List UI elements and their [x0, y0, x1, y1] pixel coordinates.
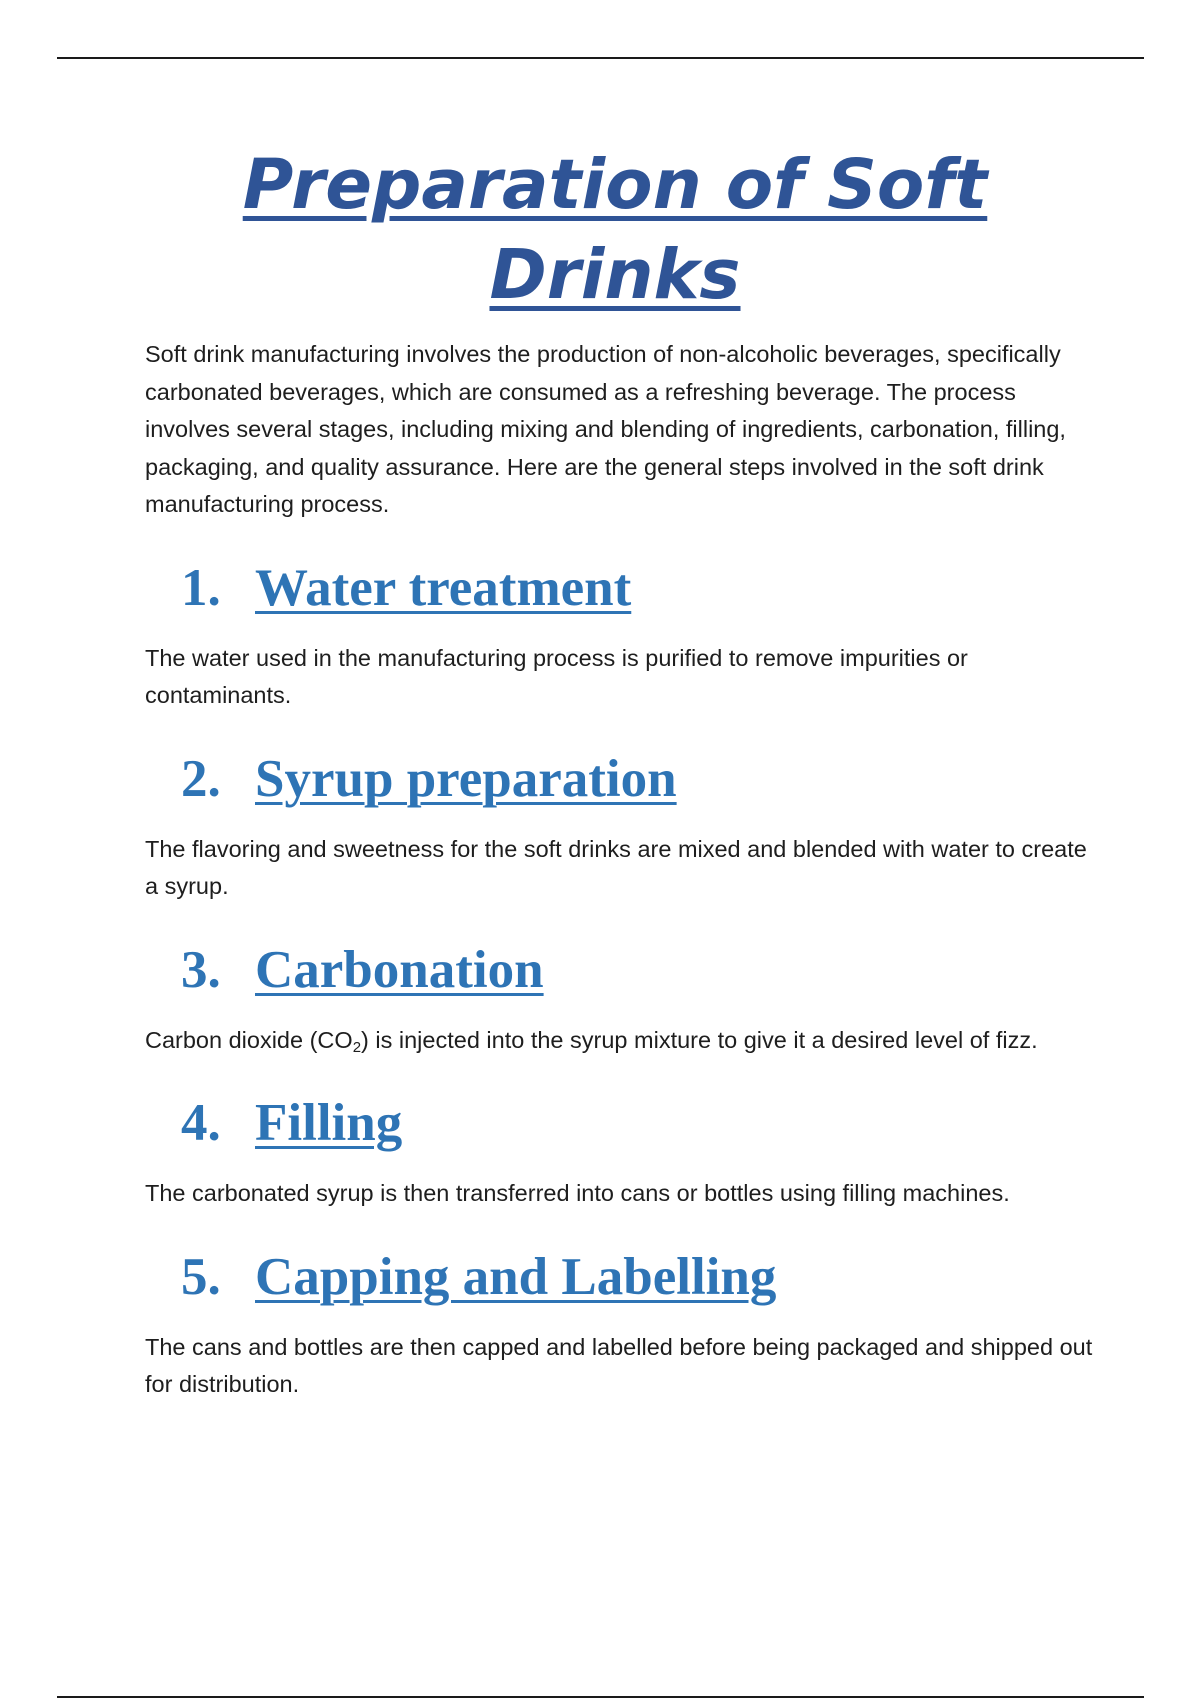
top-rule [57, 57, 1144, 59]
step-heading [145, 930, 1095, 1010]
step-heading [145, 1083, 1095, 1163]
document-title: Preparation of Soft Drinks [242, 145, 988, 315]
step-number: 3. [181, 940, 221, 999]
step-number: 4. [181, 1094, 221, 1152]
step-item [145, 930, 1095, 1060]
step-item [145, 1083, 1095, 1213]
step-description: The flavoring and sweetness for the soft drinks are mixed and blended with water to create a syrup. [145, 835, 1087, 899]
bottom-rule [57, 1696, 1144, 1698]
step-number: 1. [181, 558, 221, 617]
steps-list [145, 548, 1095, 1404]
step-heading [145, 1237, 1095, 1317]
document-content [145, 336, 1095, 1404]
step-heading [145, 739, 1095, 819]
step-heading [145, 548, 1095, 628]
step-description: The carbonated syrup is then transferred into cans or bottles using filling machines. [145, 1180, 1010, 1206]
step-number: 5. [181, 1247, 221, 1306]
step-item [145, 1237, 1095, 1404]
step-title: Syrup preparation [255, 749, 677, 808]
step-title: Water treatment [255, 558, 632, 617]
step-item [145, 548, 1095, 715]
co2-subscript: 2 [352, 1038, 362, 1056]
step-title: Capping and Labelling [255, 1247, 777, 1306]
step-number: 2. [181, 749, 221, 808]
co2-text-after: ) is injected into the syrup mixture to give it a desired level of fizz. [361, 1026, 1038, 1053]
step-description [145, 1022, 1095, 1060]
step-item [145, 739, 1095, 906]
step-description: The water used in the manufacturing process is purified to remove impurities or contaminants. [145, 644, 968, 708]
step-description: The cans and bottles are then capped and labelled before being packaged and shipped out for distribution. [145, 1333, 1093, 1397]
step-title: Carbonation [255, 940, 544, 999]
intro-paragraph: Soft drink manufacturing involves the production of non-alcoholic beverages, specifically carbonated beverages, which are consumed as a refreshing beverage. The process involves several stages, including mixing and blending of ingredients, carbonation, filling, packaging, and quality assurance. Here are the general steps involved in the soft drink manufacturing process. [145, 341, 1066, 517]
co2-text-before: Carbon dioxide (CO [145, 1026, 353, 1053]
step-title: Filling [255, 1094, 403, 1152]
